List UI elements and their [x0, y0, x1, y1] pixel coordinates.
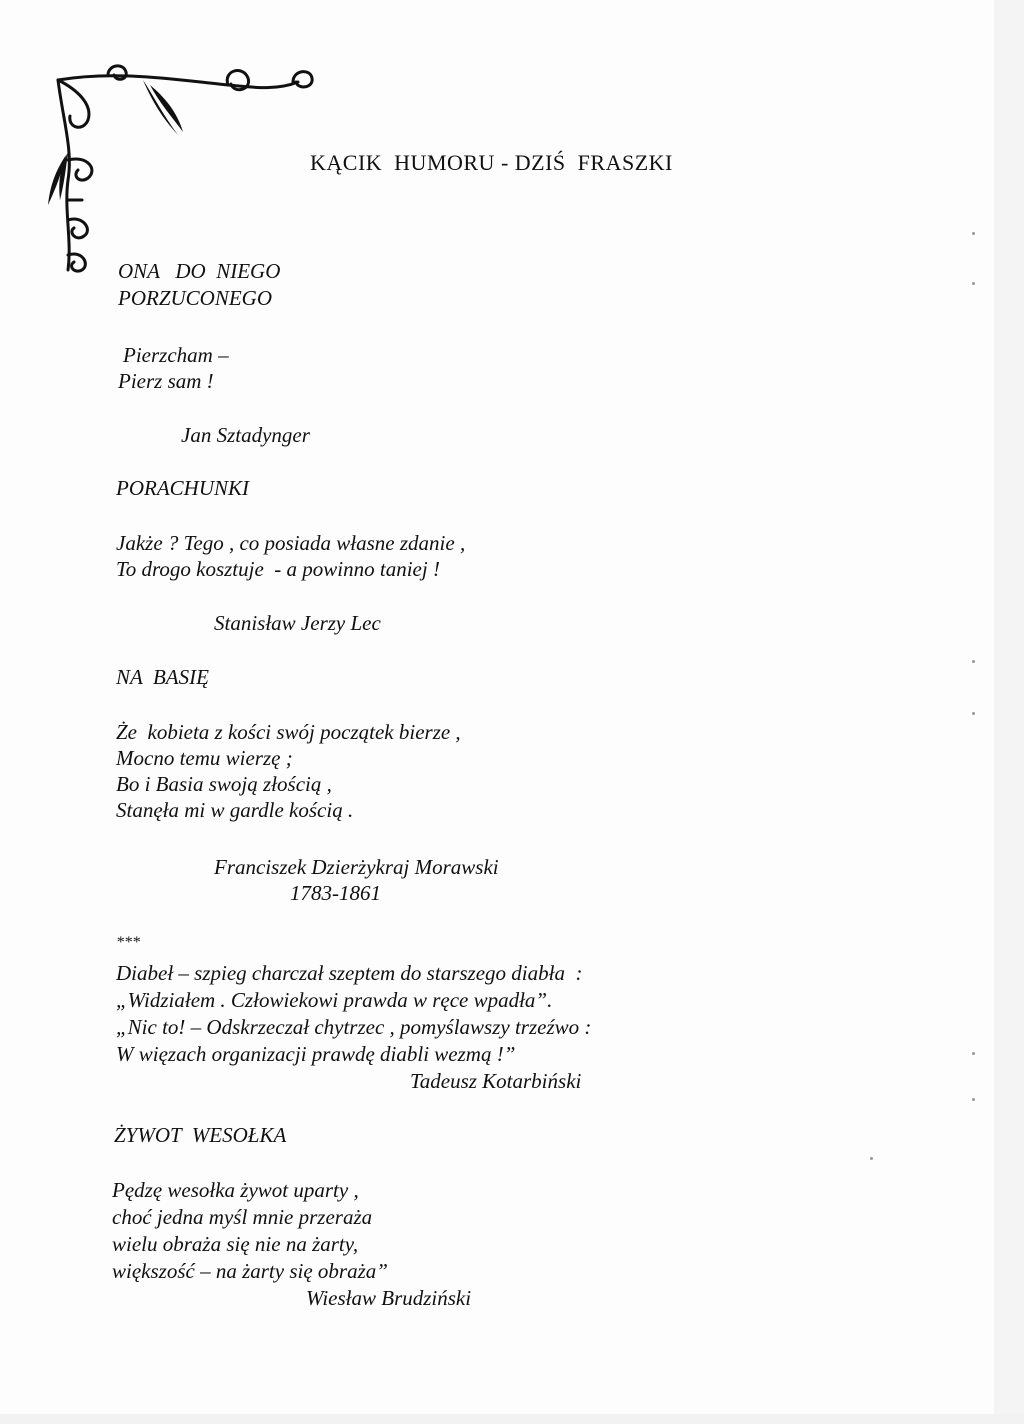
poem-line: „Widziałem . Człowiekowi prawda w ręce wpadła”.	[116, 988, 553, 1012]
scan-speck	[972, 1052, 975, 1055]
poem-author: Franciszek Dzierżykraj Morawski	[214, 855, 499, 879]
poem-heading-line: PORZUCONEGO	[118, 286, 273, 310]
poem-line: Pędzę wesołka żywot uparty ,	[112, 1178, 359, 1202]
scan-speck	[972, 232, 975, 235]
poem-line: wielu obraża się nie na żarty,	[112, 1232, 359, 1256]
scan-speck	[972, 660, 975, 663]
poem-line: większość – na żarty się obraża”	[112, 1259, 388, 1283]
poem-line: Jakże ? Tego , co posiada własne zdanie ,	[116, 531, 466, 555]
scan-speck	[972, 282, 975, 285]
poem-line: Że kobieta z kości swój początek bierze ,	[116, 720, 461, 744]
poem-heading-line: ONA DO NIEGO	[118, 259, 281, 283]
page-title: KĄCIK HUMORU - DZIŚ FRASZKI	[310, 150, 673, 175]
scan-speck	[972, 712, 975, 715]
scan-edge	[994, 0, 1024, 1424]
poem-heading-line: PORACHUNKI	[116, 476, 249, 500]
poem-author: Stanisław Jerzy Lec	[214, 611, 381, 635]
scan-bottom-edge	[0, 1414, 1024, 1424]
corner-ornament-icon	[38, 60, 338, 280]
poem-line: W więzach organizacji prawdę diabli wezmą !”	[116, 1042, 516, 1066]
poem-author-years: 1783-1861	[290, 881, 381, 905]
scan-speck	[972, 1098, 975, 1101]
poem-line: „Nic to! – Odskrzeczał chytrzec , pomyślawszy trzeźwo :	[116, 1015, 592, 1039]
poem-author: Jan Sztadynger	[181, 423, 310, 447]
poem-line: To drogo kosztuje - a powinno taniej !	[116, 557, 440, 581]
poem-line: Diabeł – szpieg charczał szeptem do starszego diabła :	[116, 961, 583, 985]
poem-line: Mocno temu wierzę ;	[116, 746, 293, 770]
poem-author: Wiesław Brudziński	[306, 1286, 472, 1310]
poem-line: Bo i Basia swoją złością ,	[116, 772, 332, 796]
poem-line: Stanęła mi w gardle kością .	[116, 798, 354, 822]
poem-line: Pierz sam !	[118, 369, 214, 393]
poem-line: choć jedna myśl mnie przeraża	[112, 1205, 373, 1229]
poem-heading-line: NA BASIĘ	[116, 665, 209, 689]
poem-separator: ***	[116, 934, 140, 951]
scan-speck	[870, 1157, 873, 1160]
poem-heading-line: ŻYWOT WESOŁKA	[114, 1123, 287, 1147]
poem-author: Tadeusz Kotarbiński	[410, 1069, 582, 1093]
poem-line: Pierzcham –	[123, 343, 229, 367]
